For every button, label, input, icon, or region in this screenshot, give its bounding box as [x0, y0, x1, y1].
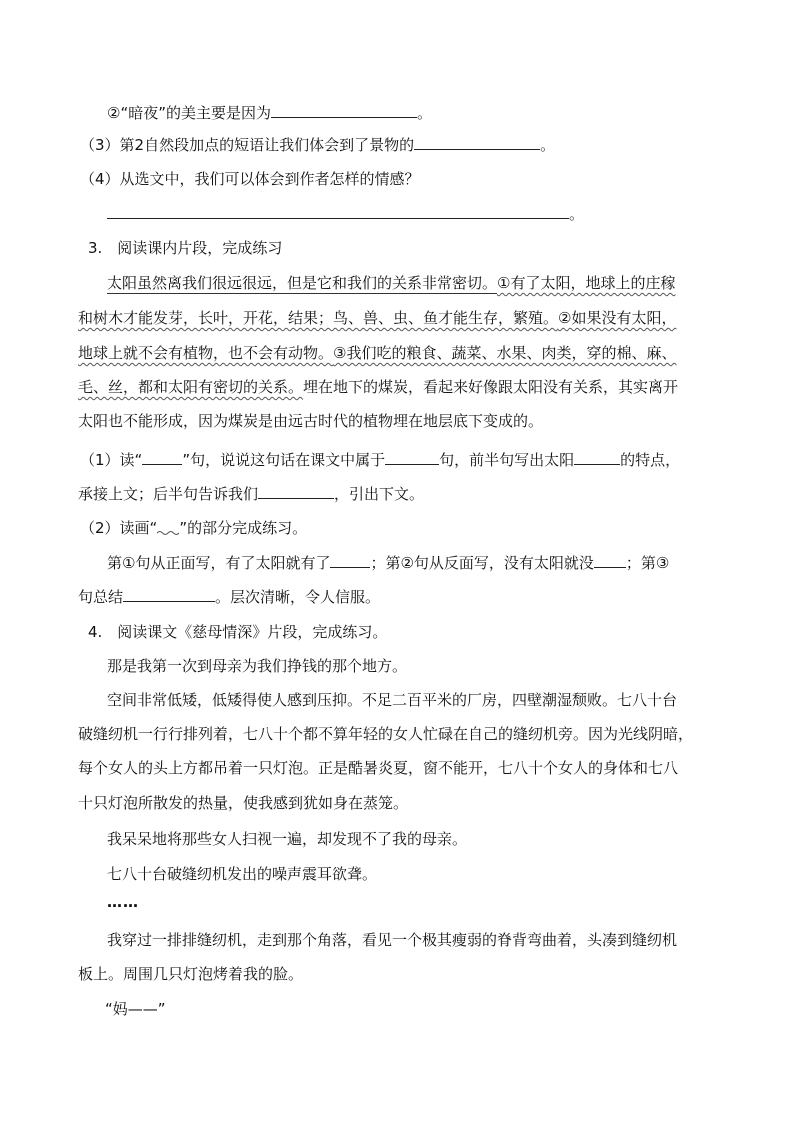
- sec3-q1-text: 句，前半句写出太阳: [439, 451, 575, 469]
- sec3-q2-line-1: [80, 518, 307, 540]
- sec4-heading-text: 4. 阅读课文《慈母情深》片段，完成练习。: [88, 623, 388, 641]
- q3-line: [80, 135, 555, 157]
- sec3-sentence-1-start: ①有了太阳，地球上的庄稼: [497, 274, 676, 292]
- sec3-q1-line-1: [80, 450, 680, 472]
- sec3-sentence-2-start: ②如果没有太阳，: [558, 309, 677, 327]
- sec3-passage-line-4: [78, 377, 678, 399]
- sec3-passage-text: 埋在地下的煤炭，看起来好像跟太阳没有关系，其实离开: [303, 378, 679, 396]
- sec3-sentence-1-end: 和树木才能发芽，长叶，开花，结果；鸟、兽、虫、鱼才能生存，繁殖。: [78, 309, 559, 327]
- q4-answer-blank[interactable]: [107, 204, 569, 219]
- sec3-q2-text: 句总结: [78, 588, 124, 606]
- q4-text: （4）从选文中，我们可以体会到作者怎样的情感？: [80, 170, 420, 188]
- sec3-passage-line-3: [78, 343, 676, 365]
- sec3-q2-text: （2）读画“: [80, 519, 158, 537]
- sec3-heading: [88, 238, 282, 260]
- sec4-text: 那是我第一次到母亲为我们挣钱的那个地方。: [107, 657, 408, 675]
- q3-prefix: （3）第: [80, 136, 135, 154]
- q2-2-prefix: ②“暗夜”的美主要是因为: [107, 104, 271, 122]
- sec3-q1-text: 承接上文；后半句告诉我们: [78, 485, 259, 503]
- sec3-q2-text: 。层次清晰，令人信服。: [215, 588, 381, 606]
- wavy-underline-icon: [157, 519, 179, 533]
- sec4-text: 七八十台破缝纫机发出的噪声震耳欲聋。: [107, 865, 378, 883]
- sec3-q2-line-2: [107, 553, 669, 575]
- sec4-ellipsis: [107, 892, 139, 914]
- q3-number: 2: [134, 136, 145, 154]
- sec4-text: 空间非常低矮，低矮得使人感到压抑。不足二百平米的厂房，四壁潮湿颓败。七八十台: [107, 691, 678, 709]
- sec4-line-1: [107, 656, 407, 678]
- sec3-heading-text: 3. 阅读课内片段，完成练习: [88, 239, 283, 257]
- sec4-text: 板上。周围几只灯泡烤着我的脸。: [78, 965, 304, 983]
- sec4-text: “妈——”: [105, 1000, 166, 1018]
- sec4-line-4: [78, 758, 678, 780]
- sec3-q1-blank-feature[interactable]: [574, 450, 620, 465]
- sec3-q1-text: ”句，说说这句话在课文中属于: [182, 451, 386, 469]
- sec3-sentence-3-start: ③我们吃的粮食、蔬菜、水果、肉类，穿的棉、麻、: [333, 344, 677, 362]
- sec4-text: 十只灯泡所散发的热量，使我感到犹如身在蒸笼。: [78, 794, 409, 812]
- sec3-q2-text: ；第③: [625, 554, 670, 572]
- q3-mid: 自然段加点的短语让我们体会到了景物的: [144, 136, 415, 154]
- sec3-q2-blank-1[interactable]: [330, 553, 370, 568]
- sec4-line-6: [107, 829, 467, 851]
- sec3-q1-text: 的特点，: [620, 451, 681, 469]
- sec3-topic-sentence: 太阳虽然离我们很远很远，但是它和我们的关系非常密切。: [107, 274, 498, 292]
- sec3-passage-line-2: [78, 308, 676, 330]
- sec4-line-10: [78, 964, 303, 986]
- q3-suffix: 。: [540, 136, 556, 154]
- sec3-q2-line-3: [78, 587, 380, 609]
- sec3-passage-line-1: [107, 273, 675, 295]
- sec4-line-5: [78, 793, 408, 815]
- sec4-text: 我穿过一排排缝纫机，走到那个角落，看见一个极其瘦弱的脊背弯曲着，头凑到缝纫机: [107, 931, 678, 949]
- q2-2-answer-blank[interactable]: [271, 103, 417, 118]
- sec4-heading: [88, 622, 387, 644]
- sec3-q2-text: ；第②句从反面写，没有太阳就没: [370, 554, 594, 572]
- sec3-sentence-2-end: 地球上就不会有植物，也不会有动物。: [78, 344, 334, 362]
- sec4-line-2: [107, 690, 677, 712]
- sec3-passage-text: 太阳也不能形成，因为煤炭是由远古时代的植物埋在地层底下变成的。: [78, 412, 544, 430]
- sec3-q1-blank-sentence[interactable]: [142, 450, 182, 465]
- q3-answer-blank[interactable]: [414, 135, 540, 150]
- sec3-q2-text: 第①句从正面写，有了太阳就有了: [107, 554, 331, 572]
- sec4-line-11: [105, 999, 166, 1021]
- sec3-q1-text: ，引出下文。: [334, 485, 425, 503]
- sec4-text: 我呆呆地将那些女人扫视一遍，却发现不了我的母亲。: [107, 830, 468, 848]
- q4-line: [80, 169, 420, 191]
- sec3-q1-text: （1）读“: [80, 451, 143, 469]
- sec3-q1-blank-type[interactable]: [385, 450, 439, 465]
- sec3-q2-text: ”的部分完成练习。: [179, 519, 308, 537]
- sec3-q2-blank-3[interactable]: [123, 587, 215, 602]
- sec3-q2-blank-2[interactable]: [594, 553, 626, 568]
- sec4-line-7: [107, 864, 377, 886]
- q4-suffix: 。: [569, 205, 585, 223]
- sec3-passage-line-5: [78, 411, 543, 433]
- sec4-ellipsis-text: ……: [107, 893, 139, 911]
- q2-2-suffix: 。: [417, 104, 433, 122]
- q2-2-line: [107, 103, 432, 125]
- q4-answer-line: [107, 204, 584, 226]
- sec4-line-3: [78, 724, 693, 746]
- sec4-line-9: [107, 930, 677, 952]
- sec4-text: 破缝纫机一行行排列着，七八十个都不算年轻的女人忙碌在自己的缝纫机旁。因为光线阴暗，: [78, 725, 694, 743]
- sec4-text: 每个女人的头上方都吊着一只灯泡。正是酷暑炎夏，窗不能开，七八十个女人的身体和七八: [78, 759, 679, 777]
- sec3-q1-blank-tell[interactable]: [258, 484, 334, 499]
- sec3-q1-line-2: [78, 484, 424, 506]
- sec3-sentence-3-end: 毛、丝，都和太阳有密切的关系。: [78, 378, 304, 396]
